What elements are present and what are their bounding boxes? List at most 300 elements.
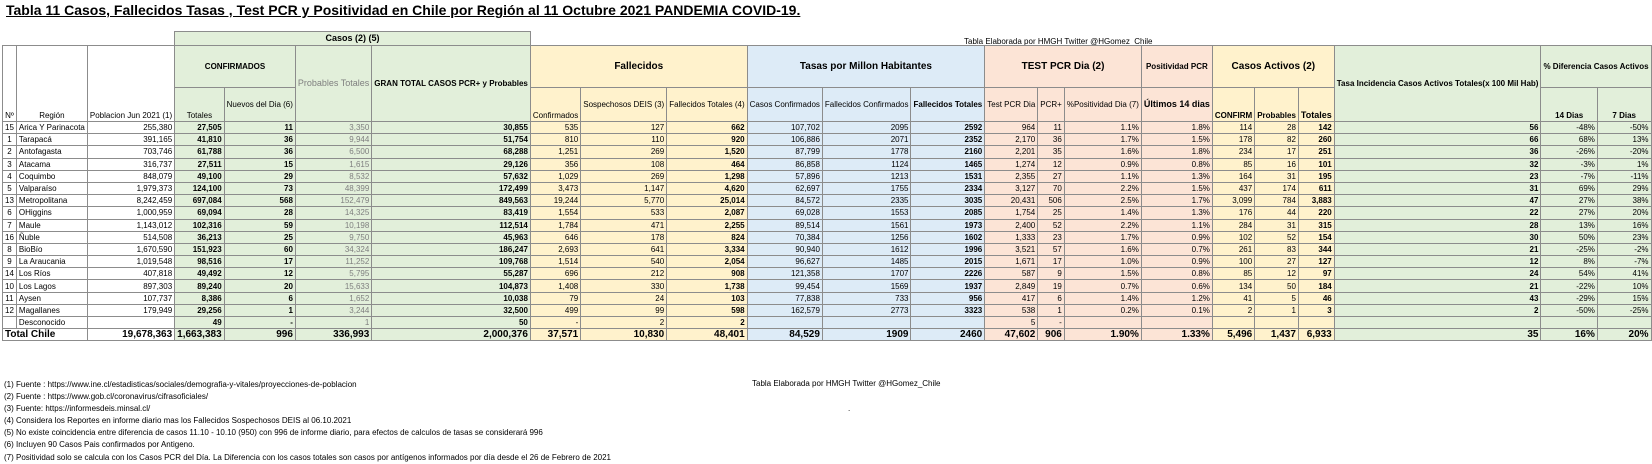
a-probables-header: Probables <box>1255 88 1299 122</box>
cell-ap: 50 <box>1255 280 1299 292</box>
cell-tot: 89,240 <box>175 280 225 292</box>
cell-n: 3 <box>3 158 17 170</box>
cell-d14: 68% <box>1541 134 1597 146</box>
cell-nuevos: 28 <box>224 207 295 219</box>
total-p14: 1.33% <box>1141 329 1212 341</box>
cell-tc: 162,579 <box>747 304 822 316</box>
cell-gran: 45,963 <box>372 231 531 243</box>
cell-fs: 2 <box>581 317 667 329</box>
cell-ac: 261 <box>1212 243 1254 255</box>
cell-fc: 1,554 <box>530 207 580 219</box>
cell-d7: -50% <box>1597 122 1651 134</box>
total-at: 6,933 <box>1298 329 1334 341</box>
cell-d7: 13% <box>1597 134 1651 146</box>
cell-gran: 57,632 <box>372 170 531 182</box>
cell-fc: 3,473 <box>530 182 580 194</box>
cell-tc: 89,514 <box>747 219 822 231</box>
cell-n: 4 <box>3 170 17 182</box>
cell-ap: 52 <box>1255 231 1299 243</box>
cell-p14: 0.6% <box>1141 280 1212 292</box>
t-casos-header: Casos Confirmados <box>747 88 822 122</box>
cell-ti: 23 <box>1334 170 1541 182</box>
cell-tft: 3035 <box>911 195 985 207</box>
cell-test: 417 <box>985 292 1038 304</box>
cell-ap: 12 <box>1255 268 1299 280</box>
cell-d14: 27% <box>1541 207 1597 219</box>
cell-ac: 3,099 <box>1212 195 1254 207</box>
cell-tot: 697,084 <box>175 195 225 207</box>
cell-tfc: 1553 <box>822 207 911 219</box>
cell-nuevos: 17 <box>224 256 295 268</box>
total-fc: 37,571 <box>530 329 580 341</box>
cell-d14: 27% <box>1541 195 1597 207</box>
cell-pob: 107,737 <box>87 292 174 304</box>
test-pcr-header: TEST PCR Dia (2) <box>985 46 1142 88</box>
cell-fs: 127 <box>581 122 667 134</box>
cell-ac: 437 <box>1212 182 1254 194</box>
ultimos14-header: Últimos 14 dias <box>1141 88 1212 122</box>
cell-n: 7 <box>3 219 17 231</box>
cell-tot: 27,505 <box>175 122 225 134</box>
cell-test: 1,754 <box>985 207 1038 219</box>
cell-p14: 1.8% <box>1141 146 1212 158</box>
cell-d14: -3% <box>1541 158 1597 170</box>
cell-test: 5 <box>985 317 1038 329</box>
total-ti: 35 <box>1334 329 1541 341</box>
total-d7: 20% <box>1597 329 1651 341</box>
cell-pob: 179,949 <box>87 304 174 316</box>
total-tot: 1,663,383 <box>175 329 225 341</box>
cell-gran: 849,563 <box>372 195 531 207</box>
cell-pob: 897,303 <box>87 280 174 292</box>
cell-region: Atacama <box>16 158 87 170</box>
cell-n: 12 <box>3 304 17 316</box>
cell-tc: 121,358 <box>747 268 822 280</box>
cell-prob: 1 <box>295 317 371 329</box>
cell-at: 184 <box>1298 280 1334 292</box>
total-d14: 16% <box>1541 329 1597 341</box>
cell-ap: 31 <box>1255 219 1299 231</box>
cell-fc: 79 <box>530 292 580 304</box>
table-row <box>3 170 1652 182</box>
cell-region: Maule <box>16 219 87 231</box>
cell-pcr: 1 <box>1038 304 1065 316</box>
cell-tc: 90,940 <box>747 243 822 255</box>
cell-test: 538 <box>985 304 1038 316</box>
cell-fs: 99 <box>581 304 667 316</box>
table-row <box>3 122 1652 134</box>
tasa-incidencia-header: Tasa Incidencia Casos Activos Totales(x 100 Mil Hab) <box>1334 46 1541 122</box>
cell-tft: 2015 <box>911 256 985 268</box>
cell-fs: 108 <box>581 158 667 170</box>
cell-tot: 29,256 <box>175 304 225 316</box>
cell-ti: 22 <box>1334 207 1541 219</box>
cell-ti: 43 <box>1334 292 1541 304</box>
tasas-header: Tasas por Millon Habitantes <box>747 46 985 88</box>
t-fall-tot-header: Fallecidos Totales <box>911 88 985 122</box>
cell-prob: 15,633 <box>295 280 371 292</box>
cell-prob: 152,479 <box>295 195 371 207</box>
cell-prob: 1,615 <box>295 158 371 170</box>
cell-gran: 50 <box>372 317 531 329</box>
cell-test: 1,274 <box>985 158 1038 170</box>
cell-ac: 114 <box>1212 122 1254 134</box>
cell-pd: 1.5% <box>1064 268 1141 280</box>
f-confirmados-header: Confirmados <box>530 88 580 122</box>
cell-ap: 31 <box>1255 170 1299 182</box>
cell-d14: 13% <box>1541 219 1597 231</box>
cell-ti: 12 <box>1334 256 1541 268</box>
cell-tc: 77,838 <box>747 292 822 304</box>
cell-test: 2,201 <box>985 146 1038 158</box>
cell-nuevos: 6 <box>224 292 295 304</box>
confirmados-header: CONFIRMADOS <box>175 46 296 88</box>
t-fall-conf-header: Fallecidos Confirmados <box>822 88 911 122</box>
pcr-pos-header: PCR+ <box>1038 88 1065 122</box>
table-row <box>3 268 1652 280</box>
cell-ti: 2 <box>1334 304 1541 316</box>
cell-tot: 27,511 <box>175 158 225 170</box>
cell-at: 251 <box>1298 146 1334 158</box>
table-row <box>3 134 1652 146</box>
cell-ft: 464 <box>667 158 747 170</box>
cell-tc: 84,572 <box>747 195 822 207</box>
cell-region: Antofagasta <box>16 146 87 158</box>
a-confirm-header: CONFIRM <box>1212 88 1254 122</box>
total-ap: 1,437 <box>1255 329 1299 341</box>
total-tft: 2460 <box>911 329 985 341</box>
cell-p14: 0.9% <box>1141 231 1212 243</box>
stray-dot: . <box>848 404 851 413</box>
cell-n: 6 <box>3 207 17 219</box>
cell-tfc <box>822 317 911 329</box>
cell-ft: 4,620 <box>667 182 747 194</box>
cell-d14: 69% <box>1541 182 1597 194</box>
cell-ac: 234 <box>1212 146 1254 158</box>
cell-tft: 1465 <box>911 158 985 170</box>
table-row <box>3 243 1652 255</box>
cell-tot: 151,923 <box>175 243 225 255</box>
cell-tfc: 1485 <box>822 256 911 268</box>
cell-ti: 32 <box>1334 158 1541 170</box>
cell-pd: 1.6% <box>1064 146 1141 158</box>
activos-header: Casos Activos (2) <box>1212 46 1334 88</box>
cell-pd: 0.7% <box>1064 280 1141 292</box>
cell-region: Valparaíso <box>16 182 87 194</box>
cell-d7: 16% <box>1597 219 1651 231</box>
total-test: 47,602 <box>985 329 1038 341</box>
page-title: Tabla 11 Casos, Fallecidos Tasas , Test PCR y Positividad en Chile por Región al 11 Octubre 2021 PANDEMIA COVID-19. <box>6 2 801 18</box>
cell-nuevos: 25 <box>224 231 295 243</box>
poblacion-header: Poblacion Jun 2021 (1) <box>87 46 174 122</box>
cell-tot: 49,100 <box>175 170 225 182</box>
cell-tft: 2226 <box>911 268 985 280</box>
fallecidos-header: Fallecidos <box>530 46 747 88</box>
cell-nuevos: 29 <box>224 170 295 182</box>
cell-ac: 176 <box>1212 207 1254 219</box>
cell-fc: 1,514 <box>530 256 580 268</box>
cell-gran: 112,514 <box>372 219 531 231</box>
cell-pob: 1,019,548 <box>87 256 174 268</box>
cell-tc: 70,384 <box>747 231 822 243</box>
cell-d14: -50% <box>1541 304 1597 316</box>
cell-gran: 104,873 <box>372 280 531 292</box>
cell-ap: 27 <box>1255 256 1299 268</box>
cell-p14: 1.5% <box>1141 182 1212 194</box>
cell-ac: 85 <box>1212 268 1254 280</box>
cell-pob: 8,242,459 <box>87 195 174 207</box>
cell-gran: 51,754 <box>372 134 531 146</box>
cell-ft: 103 <box>667 292 747 304</box>
cell-ap: 1 <box>1255 304 1299 316</box>
cell-prob: 48,399 <box>295 182 371 194</box>
cell-d7: 41% <box>1597 268 1651 280</box>
cell-at: 344 <box>1298 243 1334 255</box>
total-ac: 5,496 <box>1212 329 1254 341</box>
d14-header: 14 Dias <box>1541 88 1597 122</box>
cell-fs: 5,770 <box>581 195 667 207</box>
cell-d7: -7% <box>1597 256 1651 268</box>
nro-header: Nº <box>3 46 17 122</box>
total-row <box>3 329 1652 341</box>
cell-tc: 87,799 <box>747 146 822 158</box>
cell-tc: 106,886 <box>747 134 822 146</box>
cell-prob: 8,532 <box>295 170 371 182</box>
cell-ti: 56 <box>1334 122 1541 134</box>
cell-tot: 69,094 <box>175 207 225 219</box>
cell-prob: 11,252 <box>295 256 371 268</box>
cell-pcr: 35 <box>1038 146 1065 158</box>
credit-top: Tabla Elaborada por HMGH Twitter @HGomez_Chile <box>964 37 1153 46</box>
footnote: (2) Fuente : https://www.gob.cl/coronavirus/cifrasoficiales/ <box>4 392 209 402</box>
cell-ft: 2 <box>667 317 747 329</box>
cell-ft: 2,087 <box>667 207 747 219</box>
credit-bottom: Tabla Elaborada por HMGH Twitter @HGomez_Chile <box>752 379 941 388</box>
cell-tft: 2160 <box>911 146 985 158</box>
cell-prob: 3,350 <box>295 122 371 134</box>
table-row <box>3 195 1652 207</box>
footnotes <box>4 379 611 464</box>
cell-tot: 98,516 <box>175 256 225 268</box>
total-ft: 48,401 <box>667 329 747 341</box>
cell-tot: 61,788 <box>175 146 225 158</box>
region-header: Región <box>16 46 87 122</box>
cell-d14: -29% <box>1541 292 1597 304</box>
cell-ft: 1,298 <box>667 170 747 182</box>
cell-pd: 1.7% <box>1064 134 1141 146</box>
cell-ft: 3,334 <box>667 243 747 255</box>
cell-fs: 24 <box>581 292 667 304</box>
cell-pcr: 19 <box>1038 280 1065 292</box>
cell-ap: 174 <box>1255 182 1299 194</box>
cell-prob: 1,652 <box>295 292 371 304</box>
cell-n: 16 <box>3 231 17 243</box>
cell-pd: 1.1% <box>1064 170 1141 182</box>
footnote: (1) Fuente : https://www.ine.cl/estadisticas/sociales/demografia-y-vitales/proyecciones-de-poblacion <box>4 380 357 389</box>
cell-region: Coquimbo <box>16 170 87 182</box>
cell-tc: 107,702 <box>747 122 822 134</box>
cell-nuevos: 60 <box>224 243 295 255</box>
cell-tft: 2334 <box>911 182 985 194</box>
cell-d14: 8% <box>1541 256 1597 268</box>
cell-n: 1 <box>3 134 17 146</box>
cell-tfc: 1561 <box>822 219 911 231</box>
cell-gran: 186,247 <box>372 243 531 255</box>
cell-ft: 1,520 <box>667 146 747 158</box>
cell-prob: 10,198 <box>295 219 371 231</box>
cell-at: 97 <box>1298 268 1334 280</box>
cell-tfc: 1213 <box>822 170 911 182</box>
cell-ft: 2,255 <box>667 219 747 231</box>
cell-pd: 2.5% <box>1064 195 1141 207</box>
cell-pd: 1.4% <box>1064 292 1141 304</box>
cell-at: 127 <box>1298 256 1334 268</box>
cell-ac: 164 <box>1212 170 1254 182</box>
cell-ti: 24 <box>1334 268 1541 280</box>
cell-p14: 0.9% <box>1141 256 1212 268</box>
cell-p14: 1.1% <box>1141 219 1212 231</box>
cell-n: 10 <box>3 280 17 292</box>
cell-tfc: 2071 <box>822 134 911 146</box>
cell-pcr: 25 <box>1038 207 1065 219</box>
cell-p14: 0.7% <box>1141 243 1212 255</box>
cell-tft: 956 <box>911 292 985 304</box>
cell-fc: 646 <box>530 231 580 243</box>
total-tc: 84,529 <box>747 329 822 341</box>
cell-tfc: 1256 <box>822 231 911 243</box>
cell-d14: -25% <box>1541 243 1597 255</box>
f-totales-header: Fallecidos Totales (4) <box>667 88 747 122</box>
cell-at: 101 <box>1298 158 1334 170</box>
table-row <box>3 292 1652 304</box>
cell-region: Metropolitana <box>16 195 87 207</box>
cell-d7: 29% <box>1597 182 1651 194</box>
cell-region: OHiggins <box>16 207 87 219</box>
d7-header: 7 Dias <box>1597 88 1651 122</box>
cell-p14: 1.3% <box>1141 207 1212 219</box>
cell-pcr: 6 <box>1038 292 1065 304</box>
cell-gran: 29,126 <box>372 158 531 170</box>
cell-tfc: 1569 <box>822 280 911 292</box>
cell-region: Tarapacá <box>16 134 87 146</box>
probables-header: Probables Totales <box>295 46 371 122</box>
cell-gran: 10,038 <box>372 292 531 304</box>
cell-ac: 41 <box>1212 292 1254 304</box>
cell-at: 3,883 <box>1298 195 1334 207</box>
cell-fc: 1,251 <box>530 146 580 158</box>
cell-ft: 25,014 <box>667 195 747 207</box>
footnote: (3) Fuente: https://informesdeis.minsal.cl/ <box>4 404 151 414</box>
cell-fc: 1,784 <box>530 219 580 231</box>
cell-d7: 20% <box>1597 207 1651 219</box>
cell-fs: 110 <box>581 134 667 146</box>
cell-pcr: 506 <box>1038 195 1065 207</box>
cell-gran: 109,768 <box>372 256 531 268</box>
cell-d7: -25% <box>1597 304 1651 316</box>
cell-fc: 19,244 <box>530 195 580 207</box>
cell-ti <box>1334 317 1541 329</box>
cell-ti: 30 <box>1334 231 1541 243</box>
cell-tfc: 2773 <box>822 304 911 316</box>
cell-n: 5 <box>3 182 17 194</box>
cell-pd: 2.2% <box>1064 219 1141 231</box>
cell-d7: -20% <box>1597 146 1651 158</box>
total-pob: 19,678,363 <box>87 329 174 341</box>
cell-nuevos: 36 <box>224 146 295 158</box>
cell-prob: 5,795 <box>295 268 371 280</box>
cell-tfc: 1778 <box>822 146 911 158</box>
cell-pcr: 17 <box>1038 256 1065 268</box>
cell-tc: 86,858 <box>747 158 822 170</box>
cell-tc: 62,697 <box>747 182 822 194</box>
cell-ft: 662 <box>667 122 747 134</box>
cell-tfc: 2335 <box>822 195 911 207</box>
cell-pd: 0.9% <box>1064 158 1141 170</box>
cell-d7: -2% <box>1597 243 1651 255</box>
cell-ap: 5 <box>1255 292 1299 304</box>
cell-tot: 36,213 <box>175 231 225 243</box>
cell-ap: 784 <box>1255 195 1299 207</box>
cell-d7: 10% <box>1597 280 1651 292</box>
cell-ap: 44 <box>1255 207 1299 219</box>
cell-tot: 41,810 <box>175 134 225 146</box>
cell-fc: 356 <box>530 158 580 170</box>
cell-at: 3 <box>1298 304 1334 316</box>
cell-pob: 1,000,959 <box>87 207 174 219</box>
cell-pcr: 11 <box>1038 122 1065 134</box>
cell-prob: 6,500 <box>295 146 371 158</box>
cell-p14 <box>1141 317 1212 329</box>
cell-nuevos: 36 <box>224 134 295 146</box>
pct-pos-dia-header: %Positividad Dia (7) <box>1064 88 1141 122</box>
cell-ap <box>1255 317 1299 329</box>
cell-ti: 47 <box>1334 195 1541 207</box>
cell-pob: 514,508 <box>87 231 174 243</box>
cell-pd: 0.2% <box>1064 304 1141 316</box>
cell-pob: 703,746 <box>87 146 174 158</box>
cell-pcr: 52 <box>1038 219 1065 231</box>
table-row <box>3 317 1652 329</box>
cell-n: 11 <box>3 292 17 304</box>
cell-pob: 391,165 <box>87 134 174 146</box>
cell-ap: 82 <box>1255 134 1299 146</box>
cell-ac: 100 <box>1212 256 1254 268</box>
cell-pcr: 70 <box>1038 182 1065 194</box>
cell-region: Aysen <box>16 292 87 304</box>
cell-pcr: 57 <box>1038 243 1065 255</box>
nuevos-header: Nuevos del Dia (6) <box>224 88 295 122</box>
cell-tc: 99,454 <box>747 280 822 292</box>
cell-pcr: 12 <box>1038 158 1065 170</box>
cell-tc: 96,627 <box>747 256 822 268</box>
cell-fs: 269 <box>581 146 667 158</box>
cell-fs: 178 <box>581 231 667 243</box>
cell-tft: 1602 <box>911 231 985 243</box>
cell-p14: 0.8% <box>1141 158 1212 170</box>
cell-tot: 8,386 <box>175 292 225 304</box>
cell-gran: 83,419 <box>372 207 531 219</box>
covid-table <box>2 31 1652 341</box>
cell-ac: 85 <box>1212 158 1254 170</box>
table-row <box>3 207 1652 219</box>
table-row <box>3 146 1652 158</box>
cell-d14: -7% <box>1541 170 1597 182</box>
cell-test: 3,521 <box>985 243 1038 255</box>
cell-fs: 330 <box>581 280 667 292</box>
cell-d7: -11% <box>1597 170 1651 182</box>
table-row <box>3 182 1652 194</box>
cell-d7: 1% <box>1597 158 1651 170</box>
